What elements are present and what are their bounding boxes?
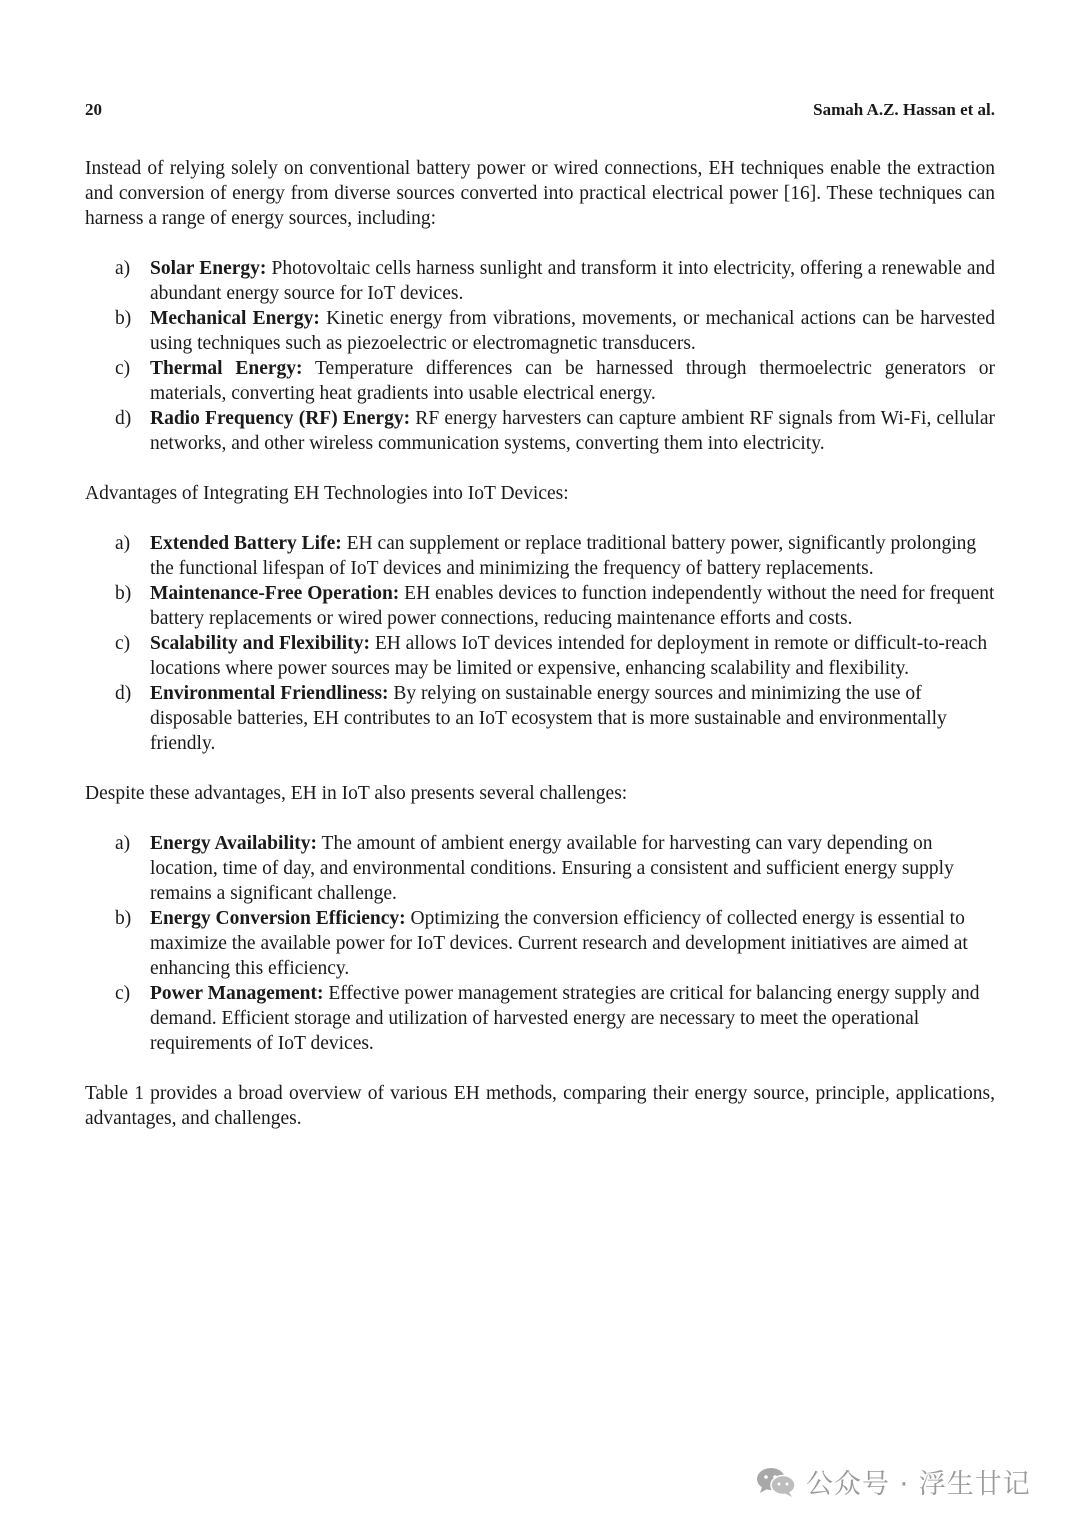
list-item-text — [150, 831, 995, 906]
list-item-text — [150, 356, 995, 406]
page-number: 20 — [85, 100, 102, 119]
list-item-description: Kinetic energy from vibrations, movements, or mechanical actions can be harvested using techniques such as piezoelectric or electromagnetic transducers. — [150, 308, 995, 354]
list-item — [115, 906, 995, 981]
list-item-description: RF energy harvesters can capture ambient RF signals from Wi-Fi, cellular networks, and other wireless communication systems, converting them into electricity. — [150, 408, 995, 454]
list-item-term: Energy Conversion Efficiency: — [150, 908, 406, 929]
list-marker: a) — [115, 258, 131, 279]
page-header — [85, 100, 995, 128]
list-marker: a) — [115, 533, 131, 554]
list-item-text — [150, 406, 995, 456]
challenges-list — [85, 831, 995, 1056]
watermark — [756, 1462, 1031, 1501]
list-item-term: Mechanical Energy: — [150, 308, 320, 329]
list-item — [115, 256, 995, 306]
advantages-heading: Advantages of Integrating EH Technologies into IoT Devices: — [85, 483, 569, 504]
list-marker: d) — [115, 683, 132, 704]
list-marker: c) — [115, 983, 131, 1004]
list-item — [115, 306, 995, 356]
list-item — [115, 356, 995, 406]
list-item-description: EH allows IoT devices intended for deployment in remote or difficult-to-reach locations where power sources may be limited or expensive, enhancing scalability and flexibility. — [150, 633, 988, 679]
list-marker: d) — [115, 408, 132, 429]
list-item-text — [150, 581, 995, 631]
list-item — [115, 831, 995, 906]
list-item — [115, 581, 995, 631]
list-item-text — [150, 306, 995, 356]
list-item-term: Radio Frequency (RF) Energy: — [150, 408, 411, 429]
list-item-description: Optimizing the conversion efficiency of collected energy is essential to maximize the available power for IoT devices. Current research and development initiatives are aimed at enhancing this efficiency. — [150, 908, 968, 979]
list-item — [115, 631, 995, 681]
list-item-term: Power Management: — [150, 983, 324, 1004]
list-marker: b) — [115, 583, 132, 604]
energy-sources-list — [85, 256, 995, 456]
wechat-icon — [756, 1466, 796, 1498]
list-item — [115, 406, 995, 456]
advantages-list — [85, 531, 995, 756]
list-item-description: Effective power management strategies are critical for balancing energy supply and demand. Efficient storage and utilization of harvested energy are necessary to meet the operational requirements of IoT devices. — [150, 983, 980, 1054]
list-item-description: EH enables devices to function independently without the need for frequent battery replacements or wired power connections, reducing maintenance efforts and costs. — [150, 583, 995, 629]
running-authors: Samah A.Z. Hassan et al. — [813, 100, 995, 119]
closing-paragraph: Table 1 provides a broad overview of various EH methods, comparing their energy source, principle, applications, advantages, and challenges. — [85, 1083, 995, 1129]
list-marker: c) — [115, 633, 131, 654]
list-item-text — [150, 906, 995, 981]
list-item-text — [150, 631, 995, 681]
list-marker: b) — [115, 908, 132, 929]
list-item — [115, 981, 995, 1056]
list-marker: b) — [115, 308, 132, 329]
list-item-term: Maintenance-Free Operation: — [150, 583, 400, 604]
list-item-text — [150, 981, 995, 1056]
list-item-term: Solar Energy: — [150, 258, 267, 279]
list-item-description: The amount of ambient energy available for harvesting can vary depending on location, time of day, and environmental conditions. Ensuring a consistent and sufficient energy supply remains a significant challenge. — [150, 833, 954, 904]
intro-paragraph: Instead of relying solely on conventional battery power or wired connections, EH techniques enable the extraction and conversion of energy from diverse sources converted into practical electrical power [16]. These techniques can harness a range of energy sources, including: — [85, 158, 995, 229]
list-item-description: By relying on sustainable energy sources and minimizing the use of disposable batteries, EH contributes to an IoT ecosystem that is more sustainable and environmentally friendly. — [150, 683, 947, 754]
list-item — [115, 531, 995, 581]
challenges-heading: Despite these advantages, EH in IoT also presents several challenges: — [85, 783, 628, 804]
list-item-term: Scalability and Flexibility: — [150, 633, 370, 654]
page — [85, 100, 995, 1131]
list-item-text — [150, 531, 995, 581]
list-item-term: Extended Battery Life: — [150, 533, 342, 554]
list-item-description: Photovoltaic cells harness sunlight and transform it into electricity, offering a renewable and abundant energy source for IoT devices. — [150, 258, 995, 304]
list-item-description: EH can supplement or replace traditional battery power, significantly prolonging the functional lifespan of IoT devices and minimizing the frequency of battery replacements. — [150, 533, 977, 579]
list-item — [115, 681, 995, 756]
list-marker: c) — [115, 358, 131, 379]
list-item-term: Thermal Energy: — [150, 358, 303, 379]
list-marker: a) — [115, 833, 131, 854]
list-item-term: Energy Availability: — [150, 833, 318, 854]
list-item-description: Temperature differences can be harnessed through thermoelectric generators or materials, converting heat gradients into usable electrical energy. — [150, 358, 996, 404]
list-item-term: Environmental Friendliness: — [150, 683, 389, 704]
list-item-text — [150, 256, 995, 306]
list-item-text — [150, 681, 995, 756]
watermark-text: 公众号 · 浮生廿记 — [806, 1469, 1031, 1500]
